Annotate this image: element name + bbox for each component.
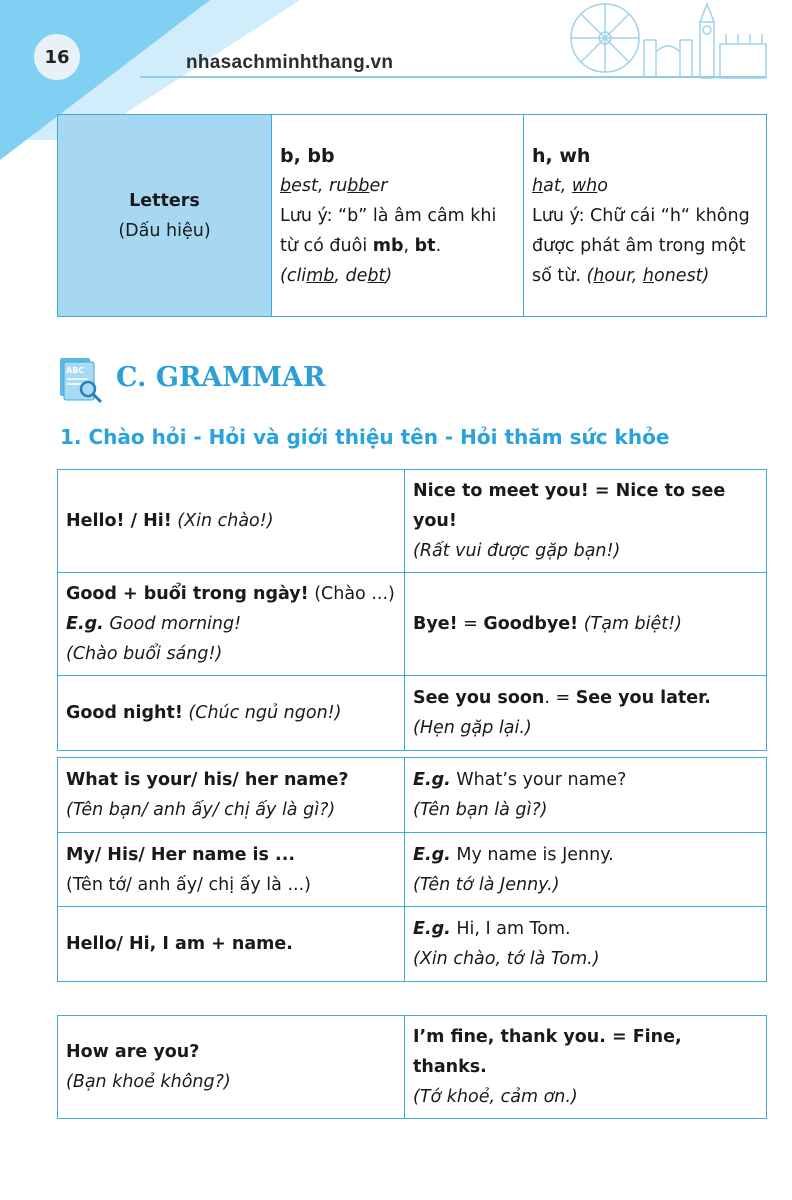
note-example-part: (	[586, 265, 594, 286]
note-example-part: onest)	[654, 265, 710, 286]
letters-note-h	[532, 201, 758, 291]
greetings-cell	[405, 573, 767, 676]
example-label: E.g.	[413, 844, 451, 865]
name-cell	[405, 907, 767, 982]
underline-letter: h	[532, 175, 544, 196]
underline-letter: h	[593, 265, 605, 286]
note-example-part: , de	[334, 265, 368, 286]
letters-label-cell	[58, 115, 272, 317]
greetings-cell	[405, 470, 767, 573]
note-bold: bt	[414, 235, 436, 256]
translation: (Tên tớ là Jenny.)	[413, 874, 560, 895]
equals-sign: . =	[544, 688, 576, 708]
greetings-cell	[405, 676, 767, 751]
note-text: Lưu ý: “b” là âm câm khi từ có đuôi	[280, 205, 497, 256]
example-label: E.g.	[413, 770, 451, 790]
letters-example-h	[532, 171, 758, 201]
translation: (Chúc ngủ ngon!)	[182, 703, 342, 723]
site-name: nhasachminhthang.vn	[186, 52, 394, 73]
translation: (Xin chào, tớ là Tom.)	[413, 949, 600, 969]
translation: (Rất vui được gặp bạn!)	[413, 541, 621, 561]
underline-letter: bb	[347, 175, 370, 196]
example-text: Hi, I am Tom.	[450, 919, 571, 939]
health-cell	[58, 1016, 405, 1119]
greetings-cell	[58, 676, 405, 751]
underline-letter: wh	[571, 175, 598, 196]
phrase-bold: I’m fine, thank you. = Fine, thanks.	[413, 1027, 682, 1077]
greetings-table	[57, 469, 767, 751]
underline-letter: b	[280, 175, 292, 196]
name-cell	[58, 833, 405, 907]
abc-book-icon	[56, 355, 106, 405]
letters-example-b	[280, 171, 515, 201]
letters-cell-b	[272, 115, 524, 317]
note-text: Lưu ý: Chữ cái “h“ không được phát âm trong một số từ.	[532, 205, 750, 286]
phrase-bold: Good night!	[66, 703, 183, 723]
phrase-plain: (Chào ...)	[308, 584, 395, 604]
health-cell	[405, 1016, 767, 1119]
letters-cell-h	[524, 115, 767, 317]
example-text: My name is Jenny.	[450, 844, 614, 865]
phrase-bold: Goodbye!	[483, 614, 579, 634]
translation: (Tên bạn/ anh ấy/ chị ấy là gì?)	[66, 800, 336, 820]
example-label: E.g.	[66, 614, 104, 634]
example-separator: ,	[317, 175, 329, 196]
underline-letter: mb	[306, 265, 335, 286]
example-text: Good morning!	[103, 614, 242, 634]
note-text: .	[435, 235, 442, 256]
underline-letter: bt	[367, 265, 386, 286]
example-word-part: at	[543, 175, 561, 196]
note-example-part: (cli	[280, 265, 307, 286]
name-cell	[405, 833, 767, 907]
note-example-part: our,	[604, 265, 643, 286]
abc-icon-text: ABC	[66, 366, 85, 375]
phrase-bold: Bye!	[413, 614, 458, 634]
note-example	[586, 266, 709, 286]
example-word-part: o	[597, 175, 608, 196]
subsection-title: 1. Chào hỏi - Hỏi và giới thiệu tên - Hỏi thăm sức khỏe	[60, 425, 670, 449]
phrase-bold: Nice to meet you! = Nice to see you!	[413, 481, 726, 531]
translation: (Tạm biệt!)	[578, 614, 682, 634]
note-example	[280, 266, 392, 286]
london-skyline-icon	[560, 0, 770, 80]
phrase-bold: See you soon	[413, 688, 545, 708]
example-word-part: est	[291, 175, 318, 196]
example-separator: ,	[560, 175, 572, 196]
letters-table	[57, 114, 767, 317]
note-text: ,	[403, 235, 415, 256]
phrase-bold: What is your/ his/ her name?	[66, 770, 349, 790]
greetings-cell	[58, 573, 405, 676]
name-table	[57, 757, 767, 982]
letters-head-h: h, wh	[532, 144, 591, 167]
equals-sign: =	[457, 614, 484, 634]
letters-label: Letters	[129, 190, 200, 211]
letters-note-b	[280, 201, 515, 291]
example-label: E.g.	[413, 919, 451, 939]
translation: (Tớ khoẻ, cảm ơn.)	[413, 1087, 578, 1107]
phrase-bold: Good + buổi trong ngày!	[66, 584, 309, 604]
underline-letter: h	[642, 265, 654, 286]
phrase-bold: Hello! / Hi!	[66, 511, 172, 531]
phrase-bold: My/ His/ Her name is ...	[66, 844, 296, 865]
name-cell	[58, 907, 405, 982]
name-cell	[405, 758, 767, 833]
translation: (Tên tớ/ anh ấy/ chị ấy là ...)	[66, 874, 311, 895]
health-table	[57, 1015, 767, 1119]
section-title: C. GRAMMAR	[116, 362, 326, 393]
name-cell	[58, 758, 405, 833]
example-word-part: er	[369, 175, 388, 196]
letters-head-b: b, bb	[280, 144, 335, 167]
phrase-bold: Hello/ Hi, I am + name.	[66, 934, 293, 954]
translation: (Chào buổi sáng!)	[66, 644, 223, 664]
translation: (Xin chào!)	[171, 511, 274, 531]
page-number: 16	[34, 34, 80, 80]
note-example-part: )	[385, 265, 393, 286]
translation: (Bạn khoẻ không?)	[66, 1072, 231, 1092]
letters-label-sub: (Dấu hiệu)	[118, 220, 211, 241]
translation: (Tên bạn là gì?)	[413, 800, 548, 820]
note-bold: mb	[372, 235, 404, 256]
phrase-bold: How are you?	[66, 1042, 200, 1062]
greetings-cell	[58, 470, 405, 573]
example-word-part: ru	[329, 175, 348, 196]
translation: (Hẹn gặp lại.)	[413, 718, 532, 738]
example-text: What’s your name?	[450, 770, 627, 790]
phrase-bold: See you later.	[575, 688, 711, 708]
